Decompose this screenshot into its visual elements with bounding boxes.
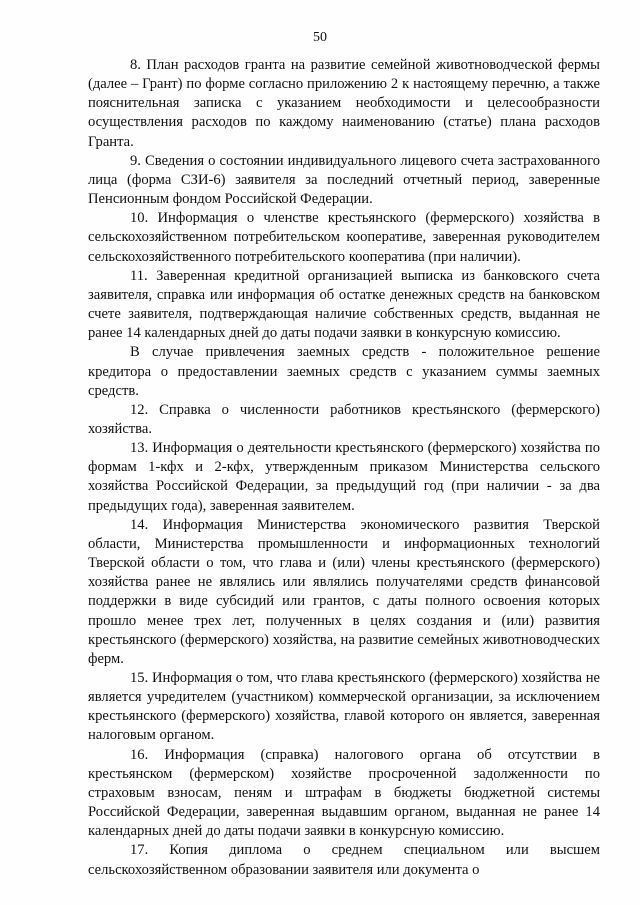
document-body [88, 56, 600, 880]
paragraph-item-8: 8. План расходов гранта на развитие семейной животноводческой фермы (далее – Грант) по форме согласно приложению 2 к настоящему перечню, а также пояснительная записка с указанием необходимости и целесообразности осуществления расходов по каждому наименованию (статье) плана расходов Гранта. [88, 57, 600, 150]
paragraph-item-14: 14. Информация Министерства экономического развития Тверской области, Министерства промышленности и информационных технологий Тверской области о том, что глава и (или) члены крестьянского (фермерского) хозяйства ранее не являлись или являлись получателями средств финансовой поддержки в виде субсидий или грантов, с даты полного освоения которых прошло менее трех лет, полученных в целях создания и (или) развития крестьянского (фермерского) хозяйства, на развитие семейных животноводческих ферм. [88, 516, 600, 667]
paragraph-borrowed-funds: В случае привлечения заемных средств - положительное решение кредитора о предоставлении заемных средств с указанием суммы заемных средств. [88, 344, 600, 399]
paragraph-item-11: 11. Заверенная кредитной организацией выписка из банковского счета заявителя, справка или информация об остатке денежных средств на банковском счете заявителя, подтверждающая наличие собственных средств, выданная не ранее 14 календарных дней до даты подачи заявки в конкурсную комиссию. [88, 267, 600, 342]
page-number: 50 [313, 30, 327, 45]
paragraph-item-15: 15. Информация о том, что глава крестьянского (фермерского) хозяйства не является учредителем (участником) коммерческой организации, за исключением крестьянского (фермерского) хозяйства, главой которого он является, заверенная налоговым органом. [88, 670, 600, 744]
paragraph-item-13: 13. Информация о деятельности крестьянского (фермерского) хозяйства по формам 1-кфх и 2-кфх, утвержденным приказом Министерства сельского хозяйства Российской Федерации, за предыдущий год (при наличии - за два предыдущих года), заверенная заявителем. [88, 440, 600, 514]
paragraph-item-16: 16. Информация (справка) налогового органа об отсутствии в крестьянском (фермерском) хозяйстве просроченной задолженности по страховым взносам, пеням и штрафам в бюджеты бюджетной системы Российской Федерации, заверенная выдавшим органом, выданная не ранее 14 календарных дней до даты подачи заявки в конкурсную комиссию. [88, 746, 600, 840]
paragraph-item-9: 9. Сведения о состоянии индивидуального лицевого счета застрахованного лица (форма СЗИ-6) заявителя за последний отчетный период, заверенные Пенсионным фондом Российской Федерации. [88, 152, 600, 208]
paragraph-item-12: 12. Справка о численности работников крестьянского (фермерского) хозяйства. [88, 401, 600, 437]
paragraph-item-17: 17. Копия диплома о среднем специальном или высшем сельскохозяйственном образовании заявителя или документа о [88, 842, 600, 878]
paragraph-item-10: 10. Информация о членстве крестьянского (фермерского) хозяйства в сельскохозяйственном потребительском кооперативе, заверенная руководителем сельскохозяйственного потребительского кооператива (при наличии). [88, 210, 600, 265]
